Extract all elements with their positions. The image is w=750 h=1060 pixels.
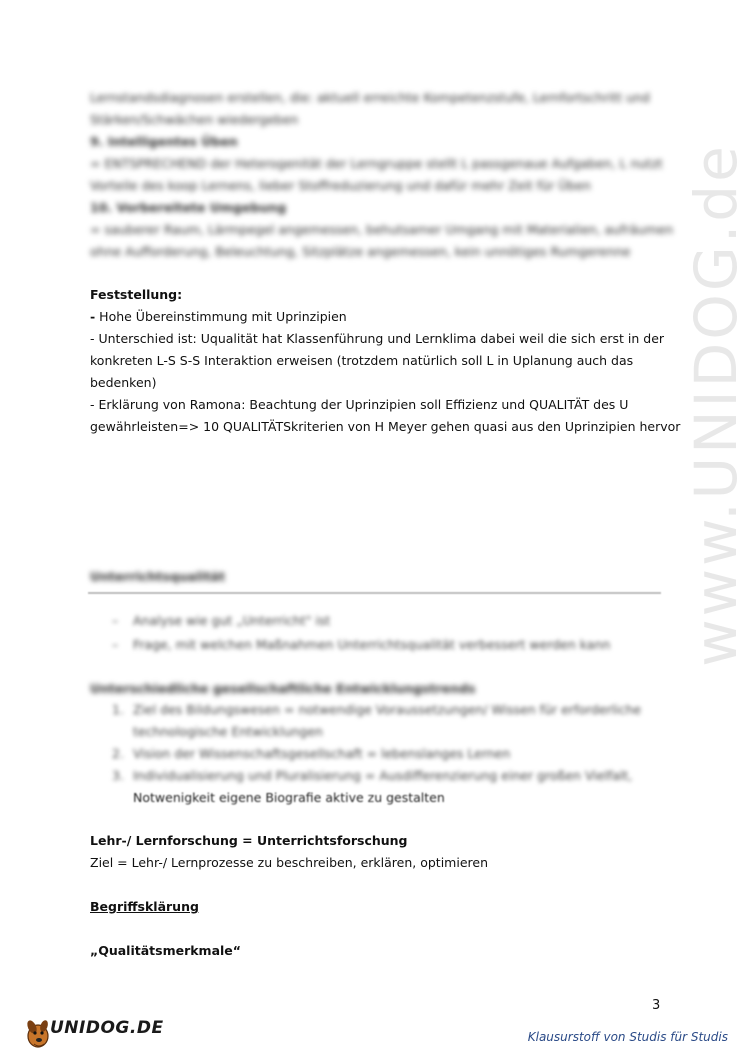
list-number: 3.	[112, 768, 124, 783]
blurred-heading: 10. Vorbereitete Umgebung	[90, 200, 287, 215]
feststellung-line: - Unterschied ist: Uqualität hat Klassenführung und Lernklima dabei weil die sich erst in der	[90, 331, 665, 346]
bullet-item: Frage, mit welchen Maßnahmen Unterrichtsqualität verbessert werden kann	[133, 637, 611, 652]
lehr-heading: Lehr-/ Lernforschung = Unterrichtsforschung	[90, 833, 408, 848]
feststellung-line: bedenken)	[90, 375, 157, 390]
blurred-line: Vorteile des koop Lernens, lieber Stoffreduzierung und dafür mehr Zeit für Üben	[90, 178, 591, 193]
blurred-line: Lernstandsdiagnosen erstellen, die: aktuell erreichte Kompetenzstufe, Lernfortschritt und	[90, 90, 650, 105]
logo-text: UNIDOG.DE	[50, 1018, 164, 1038]
list-item: Vision der Wissenschaftsgesellschaft = lebenslanges Lernen	[133, 746, 511, 761]
page-number: 3	[652, 998, 661, 1013]
list-number: 2.	[112, 746, 124, 761]
feststellung-line: gewährleisten=> 10 QUALITÄTSkriterien von H Meyer gehen quasi aus den Uprinzipien hervor	[90, 419, 681, 434]
item-dash: -	[90, 309, 96, 324]
list-item: technologische Entwicklungen	[133, 724, 323, 739]
list-item: Ziel des Bildungswesen = notwendige Voraussetzungen/ Wissen für erforderliche	[133, 702, 642, 717]
feststellung-line: konkreten L-S S-S Interaktion erweisen (trotzdem natürlich soll L in Uplanung auch das	[90, 353, 634, 368]
feststellung-heading: Feststellung:	[90, 287, 183, 302]
list-item: Individualisierung und Pluralisierung = Ausdifferenzierung einer großen Vielfalt,	[133, 768, 633, 783]
lehr-text: Ziel = Lehr-/ Lernprozesse zu beschreiben, erklären, optimieren	[90, 855, 488, 870]
blurred-line: ohne Aufforderung, Beleuchtung, Sitzplätze angemessen, kein unnötiges Rumgerenne	[90, 244, 631, 259]
begriff-heading: Begriffsklärung	[90, 899, 199, 914]
blurred-line: = ENTSPRECHEND der Heterogenität der Lerngruppe stellt L passgenaue Aufgaben, L nutzt	[90, 156, 663, 171]
divider	[88, 592, 661, 594]
bullet-marker: –	[112, 613, 119, 628]
blurred-line: Stärken/Schwächen wiedergeben	[90, 112, 299, 127]
bullet-marker: –	[112, 637, 119, 652]
feststellung-line: - Erklärung von Ramona: Beachtung der Uprinzipien soll Effizienz und QUALITÄT des U	[90, 397, 629, 412]
qualitaet-heading: „Qualitätsmerkmale“	[90, 943, 241, 958]
bullet-item: Analyse wie gut „Unterricht" ist	[133, 613, 331, 628]
item-text: Hohe Übereinstimmung mit Uprinzipien	[95, 309, 347, 324]
watermark: www.UNIDOG.de	[682, 143, 750, 667]
list-number: 1.	[112, 702, 124, 717]
trends-heading: Unterschiedliche gesellschaftliche Entwicklungstrends	[90, 681, 476, 696]
blurred-heading: 9. Intelligentes Üben	[90, 134, 238, 149]
blurred-line: = sauberer Raum, Lärmpegel angemessen, behutsamer Umgang mit Materialien, aufräumen	[90, 222, 674, 237]
feststellung-item	[90, 306, 347, 328]
unterricht-heading: Unterrichtsqualität	[90, 569, 226, 584]
list-item: Notwenigkeit eigene Biografie aktive zu gestalten	[133, 790, 445, 805]
footer-tagline: Klausurstoff von Studis für Studis	[527, 1030, 728, 1044]
